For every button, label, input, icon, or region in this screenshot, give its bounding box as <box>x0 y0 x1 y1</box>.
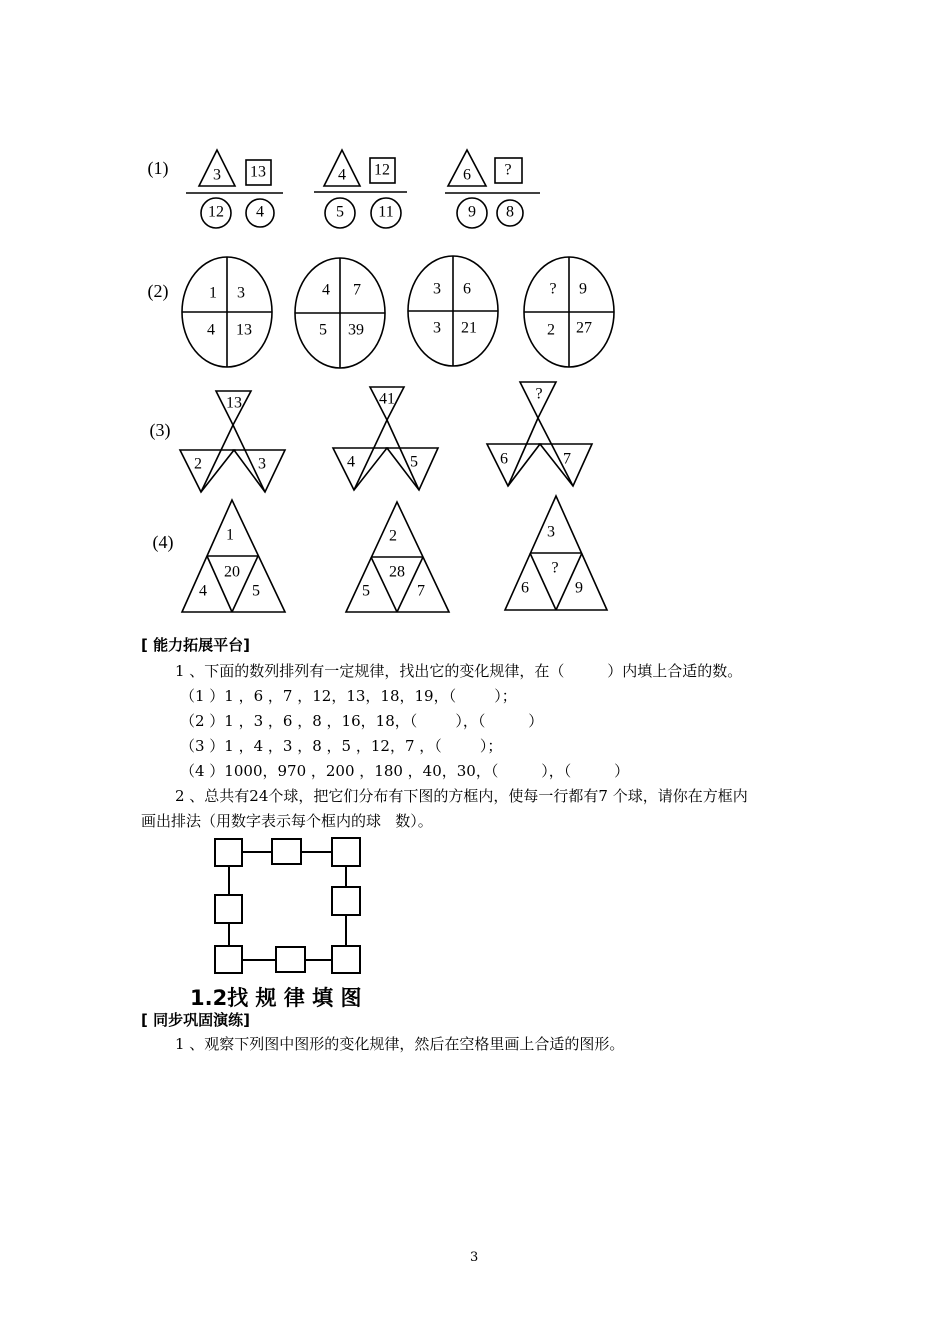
p2-c4-bl: 2 <box>547 321 555 339</box>
pattern-puzzles-figure <box>0 0 950 625</box>
p4-f3-right: 9 <box>575 579 583 597</box>
p2-c2-tl: 4 <box>322 281 330 299</box>
sequence-item-4: （4 ）1000，970 ，200 ，180 ，40，30，（ ），（ ） <box>180 762 630 780</box>
p3-f1-left: 2 <box>194 455 202 473</box>
p1-g3-triangle-value: 6 <box>463 166 471 184</box>
p1-g2-circle1-value: 5 <box>336 203 344 221</box>
p4-f3-mid: ? <box>551 559 559 577</box>
frame-box-bottom-middle <box>276 947 305 972</box>
frame-box-top-left <box>215 839 242 866</box>
p1-g3-square-value: ? <box>504 161 512 179</box>
sequence-item-2: （2 ）1 ，3 ，6 ，8 ，16，18，（ ），（ ） <box>180 712 544 730</box>
p3-f2-right: 5 <box>410 453 418 471</box>
p4-f3-top: 3 <box>547 523 555 541</box>
p1-g3-circle1-value: 9 <box>468 203 476 221</box>
p1-g2-square-value: 12 <box>374 161 390 179</box>
frame-box-bottom-left <box>215 946 242 973</box>
p4-f3-left: 6 <box>521 579 529 597</box>
p2-c1-tl: 1 <box>209 284 217 302</box>
p4-f2-right: 7 <box>417 582 425 600</box>
question-2-text-line2: 画出排法（用数字表示每个框内的球 数）。 <box>141 812 433 830</box>
p3-f2-top: 41 <box>379 390 395 408</box>
p3-f3-left: 6 <box>500 450 508 468</box>
puzzle-1-group-1 <box>186 150 283 228</box>
frame-box-top-middle <box>272 839 301 864</box>
p1-g3-circle2-value: 8 <box>506 203 514 221</box>
frame-box-middle-left <box>215 895 242 923</box>
p4-f1-top: 1 <box>226 526 234 544</box>
p2-c3-tr: 6 <box>463 280 471 298</box>
p2-c3-br: 21 <box>461 319 477 337</box>
p1-g2-circle2-value: 11 <box>378 203 394 221</box>
p2-c4-tr: 9 <box>579 280 587 298</box>
ball-box-frame-diagram <box>200 830 380 980</box>
question-2-text-line1: 2 、总共有24个球，把它们分布有下图的方框内，使每一行都有7 个球，请你在方框内 <box>175 787 748 805</box>
p1-g1-triangle-value: 3 <box>213 166 221 184</box>
p4-f2-top: 2 <box>389 527 397 545</box>
p3-f3-top: ? <box>535 385 543 403</box>
p2-c3-tl: 3 <box>433 280 441 298</box>
puzzle-2-circle-1 <box>182 257 272 367</box>
sequence-item-1: （1 ）1 ，6 ，7 ，12，13，18，19，（ ）； <box>180 687 517 705</box>
p1-g2-triangle-value: 4 <box>338 166 346 184</box>
sequence-item-3: （3 ）1 ，4 ，3 ，8 ，5 ，12，7 ，（ ）； <box>180 737 503 755</box>
p1-g1-circle2-value: 4 <box>256 203 264 221</box>
practice-question-1: 1 、观察下列图中图形的变化规律，然后在空格里画上合适的图形。 <box>175 1035 625 1053</box>
puzzle-4-figure-1 <box>182 500 285 612</box>
p3-f3-right: 7 <box>563 450 571 468</box>
p2-c1-br: 13 <box>236 321 252 339</box>
p3-f1-right: 3 <box>258 455 266 473</box>
p3-f1-top: 13 <box>226 394 242 412</box>
frame-box-top-right <box>332 838 360 866</box>
p4-f1-mid: 20 <box>224 563 240 581</box>
puzzle-4-label: (4) <box>152 532 174 553</box>
puzzle-3-label: (3) <box>149 420 171 441</box>
frame-box-bottom-right <box>332 946 360 973</box>
page-number: 3 <box>470 1250 479 1265</box>
p2-c2-br: 39 <box>348 321 364 339</box>
puzzle-1-group-3 <box>445 150 540 228</box>
puzzle-2-circle-2 <box>295 258 385 368</box>
puzzle-2-circle-3 <box>408 256 498 366</box>
section-title-find-pattern: 1.2找 规 律 填 图 <box>190 986 362 1010</box>
section-heading-practice: [ 同步巩固演练] <box>141 1011 250 1029</box>
p2-c1-bl: 4 <box>207 321 215 339</box>
p2-c1-tr: 3 <box>237 284 245 302</box>
p2-c2-tr: 7 <box>353 281 361 299</box>
section-heading-ability: [ 能力拓展平台] <box>141 636 250 654</box>
question-1-text: 1 、下面的数列排列有一定规律，找出它的变化规律，在（ ）内填上合适的数。 <box>175 662 743 680</box>
p4-f1-left: 4 <box>199 582 207 600</box>
p3-f2-left: 4 <box>347 453 355 471</box>
p1-g1-circle1-value: 12 <box>208 203 224 221</box>
p1-g1-square-value: 13 <box>250 163 266 181</box>
puzzle-2-circle-4 <box>524 257 614 367</box>
p4-f2-mid: 28 <box>389 563 405 581</box>
p2-c4-tl: ? <box>549 280 557 298</box>
p2-c2-bl: 5 <box>319 321 327 339</box>
p2-c4-br: 27 <box>576 319 592 337</box>
p4-f2-left: 5 <box>362 582 370 600</box>
p4-f1-right: 5 <box>252 582 260 600</box>
frame-box-middle-right <box>332 887 360 915</box>
p2-c3-bl: 3 <box>433 319 441 337</box>
puzzle-1-label: (1) <box>147 158 169 179</box>
puzzle-2-label: (2) <box>147 281 169 302</box>
